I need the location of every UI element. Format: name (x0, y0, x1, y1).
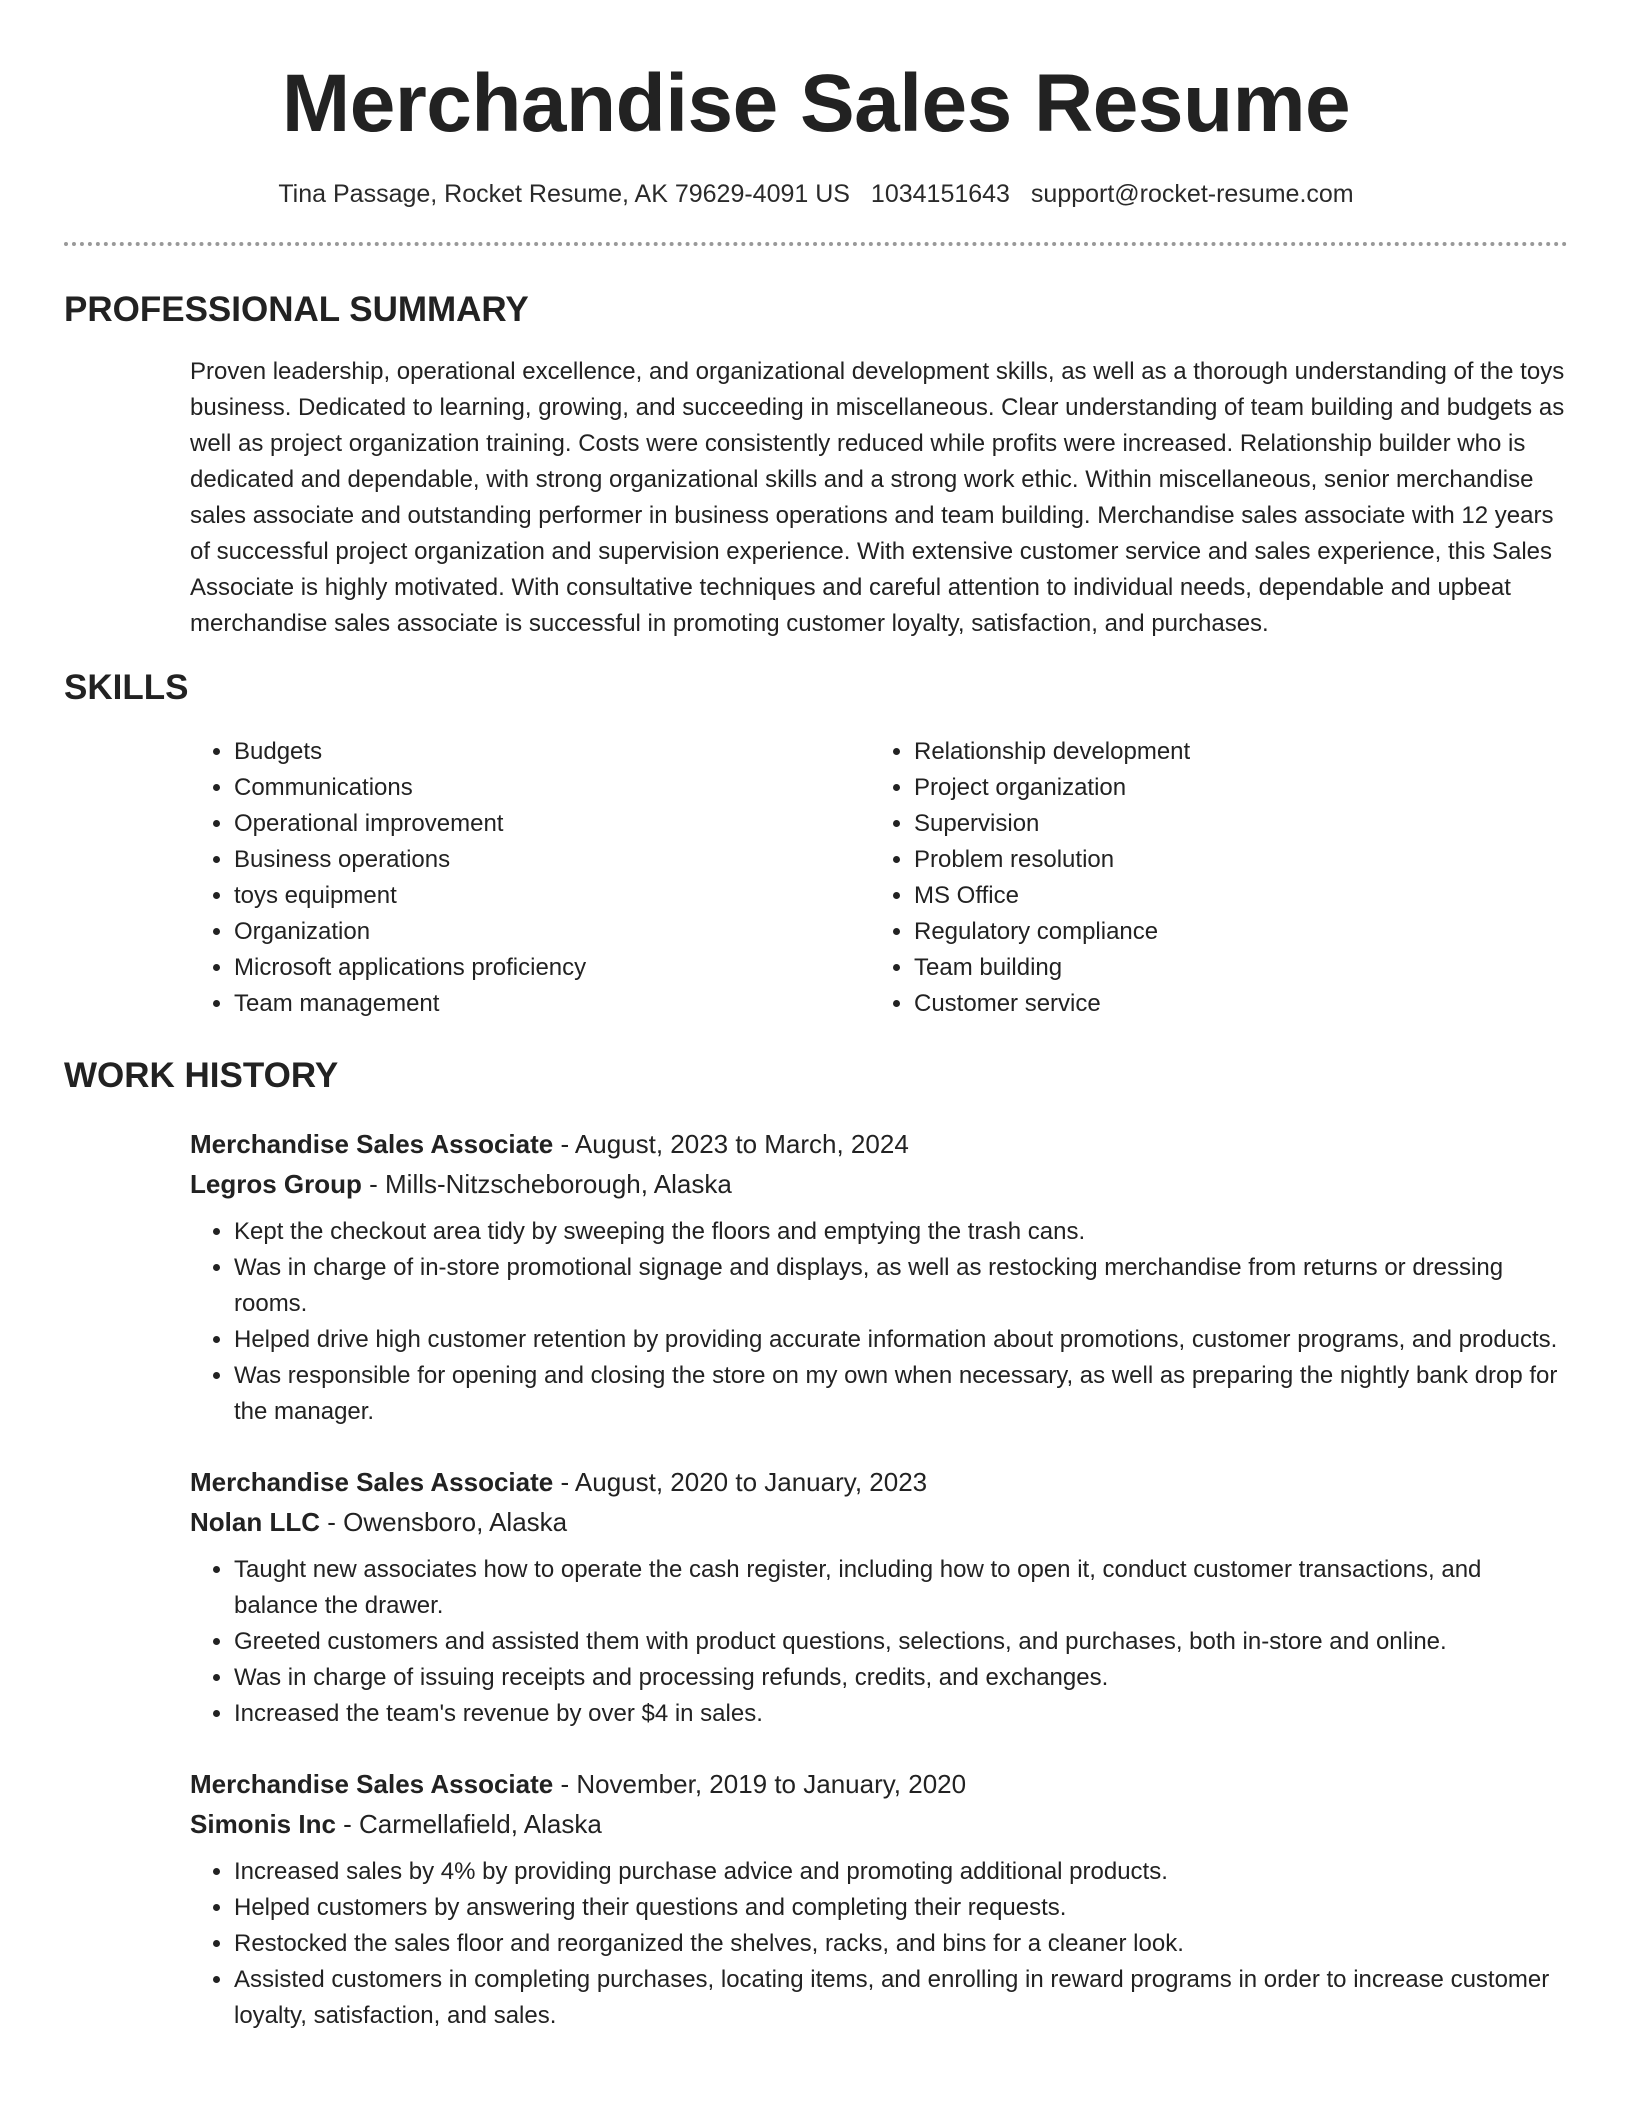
job-company: Legros Group (190, 1169, 362, 1199)
job-title: Merchandise Sales Associate (190, 1129, 554, 1159)
job-bullet: • Greeted customers and assisted them with product questions, selections, and purchases, both in-store and online. (234, 1624, 1568, 1660)
job-title-line (190, 1124, 1568, 1164)
job-bullet: • Increased the team's revenue by over $4 in sales. (234, 1696, 1568, 1732)
contact-line (64, 178, 1568, 210)
job-bullet: • Helped drive high customer retention by providing accurate information about promotions, customer programs, and products. (234, 1322, 1568, 1358)
job-company-line (190, 1164, 1568, 1204)
job-location: - Carmellafield, Alaska (335, 1809, 602, 1839)
contact-address: Tina Passage, Rocket Resume, AK 79629-4091 US (278, 180, 850, 208)
skills-heading: SKILLS (64, 668, 189, 707)
work-history-heading: WORK HISTORY (64, 1056, 339, 1095)
job-company-line (190, 1502, 1568, 1542)
skills-column-right (870, 734, 1514, 1022)
job-dates: - August, 2023 to March, 2024 (553, 1129, 909, 1159)
job-company-line (190, 1804, 1568, 1844)
job-location: - Owensboro, Alaska (320, 1507, 568, 1537)
skill-item: • Team building (914, 950, 1514, 986)
job-bullet: • Was in charge of in-store promotional signage and displays, as well as restocking merchandise from returns or dressing rooms. (234, 1250, 1568, 1322)
summary-heading: PROFESSIONAL SUMMARY (64, 290, 529, 329)
skill-item: • Relationship development (914, 734, 1514, 770)
job-title-line (190, 1462, 1568, 1502)
job-location: - Mills-Nitzscheborough, Alaska (361, 1169, 732, 1199)
job-bullets (190, 1214, 1568, 1430)
resume-page (64, 0, 1568, 2034)
skills-list (190, 734, 1568, 1022)
contact-email: support@rocket-resume.com (1030, 180, 1354, 208)
skill-item: • Customer service (914, 986, 1514, 1022)
skill-item: • Regulatory compliance (914, 914, 1514, 950)
skill-item: • MS Office (914, 878, 1514, 914)
resume-title: Merchandise Sales Resume (281, 58, 1351, 149)
job-bullets (190, 1854, 1568, 2034)
skill-item: • toys equipment (234, 878, 870, 914)
job-bullet: • Restocked the sales floor and reorganized the shelves, racks, and bins for a cleaner look. (234, 1926, 1568, 1962)
skill-item: • Communications (234, 770, 870, 806)
header-divider (64, 242, 1568, 246)
job-entry (190, 1124, 1568, 1430)
job-bullets (190, 1552, 1568, 1732)
job-dates: - August, 2020 to January, 2023 (553, 1467, 928, 1497)
skill-item: • Operational improvement (234, 806, 870, 842)
job-bullet: • Helped customers by answering their questions and completing their requests. (234, 1890, 1568, 1926)
skill-item: • Business operations (234, 842, 870, 878)
contact-phone: 1034151643 (870, 180, 1010, 208)
job-title-line (190, 1764, 1568, 1804)
job-entry (190, 1764, 1568, 2034)
job-bullet: • Kept the checkout area tidy by sweeping the floors and emptying the trash cans. (234, 1214, 1568, 1250)
job-bullet: • Was responsible for opening and closing the store on my own when necessary, as well as preparing the nightly bank drop for the manager. (234, 1358, 1568, 1430)
skill-item: • Problem resolution (914, 842, 1514, 878)
job-bullet: • Increased sales by 4% by providing purchase advice and promoting additional products. (234, 1854, 1568, 1890)
job-entry (190, 1462, 1568, 1732)
skills-column-left (190, 734, 870, 1022)
job-bullet: • Assisted customers in completing purchases, locating items, and enrolling in reward programs in order to increase customer loyalty, satisfaction, and sales. (234, 1962, 1568, 2034)
skill-item: • Project organization (914, 770, 1514, 806)
job-bullet: • Was in charge of issuing receipts and processing refunds, credits, and exchanges. (234, 1660, 1568, 1696)
job-bullet: • Taught new associates how to operate the cash register, including how to open it, conduct customer transactions, and balance the drawer. (234, 1552, 1568, 1624)
job-dates: - November, 2019 to January, 2020 (553, 1769, 967, 1799)
job-title: Merchandise Sales Associate (190, 1467, 554, 1497)
skill-item: • Budgets (234, 734, 870, 770)
skill-item: • Team management (234, 986, 870, 1022)
job-title: Merchandise Sales Associate (190, 1769, 554, 1799)
skill-item: • Microsoft applications proficiency (234, 950, 870, 986)
skill-item: • Supervision (914, 806, 1514, 842)
skill-item: • Organization (234, 914, 870, 950)
job-company: Nolan LLC (190, 1507, 320, 1537)
summary-text: Proven leadership, operational excellence, and organizational development skills, as well as a thorough understanding of the toys business. Dedicated to learning, growing, and succeeding in miscellaneous. Clear understanding of team building and budgets as well as project organization training. Costs were consistently reduced while profits were increased. Relationship builder who is dedicated and dependable, with strong organizational skills and a strong work ethic. Within miscellaneous, senior merchandise sales associate and outstanding performer in business operations and team building. Merchandise sales associate with 12 years of successful project organization and supervision experience. With extensive customer service and sales experience, this Sales Associate is highly motivated. With consultative techniques and careful attention to individual needs, dependable and upbeat merchandise sales associate is successful in promoting customer loyalty, satisfaction, and purchases. (190, 358, 1565, 637)
job-company: Simonis Inc (190, 1809, 336, 1839)
